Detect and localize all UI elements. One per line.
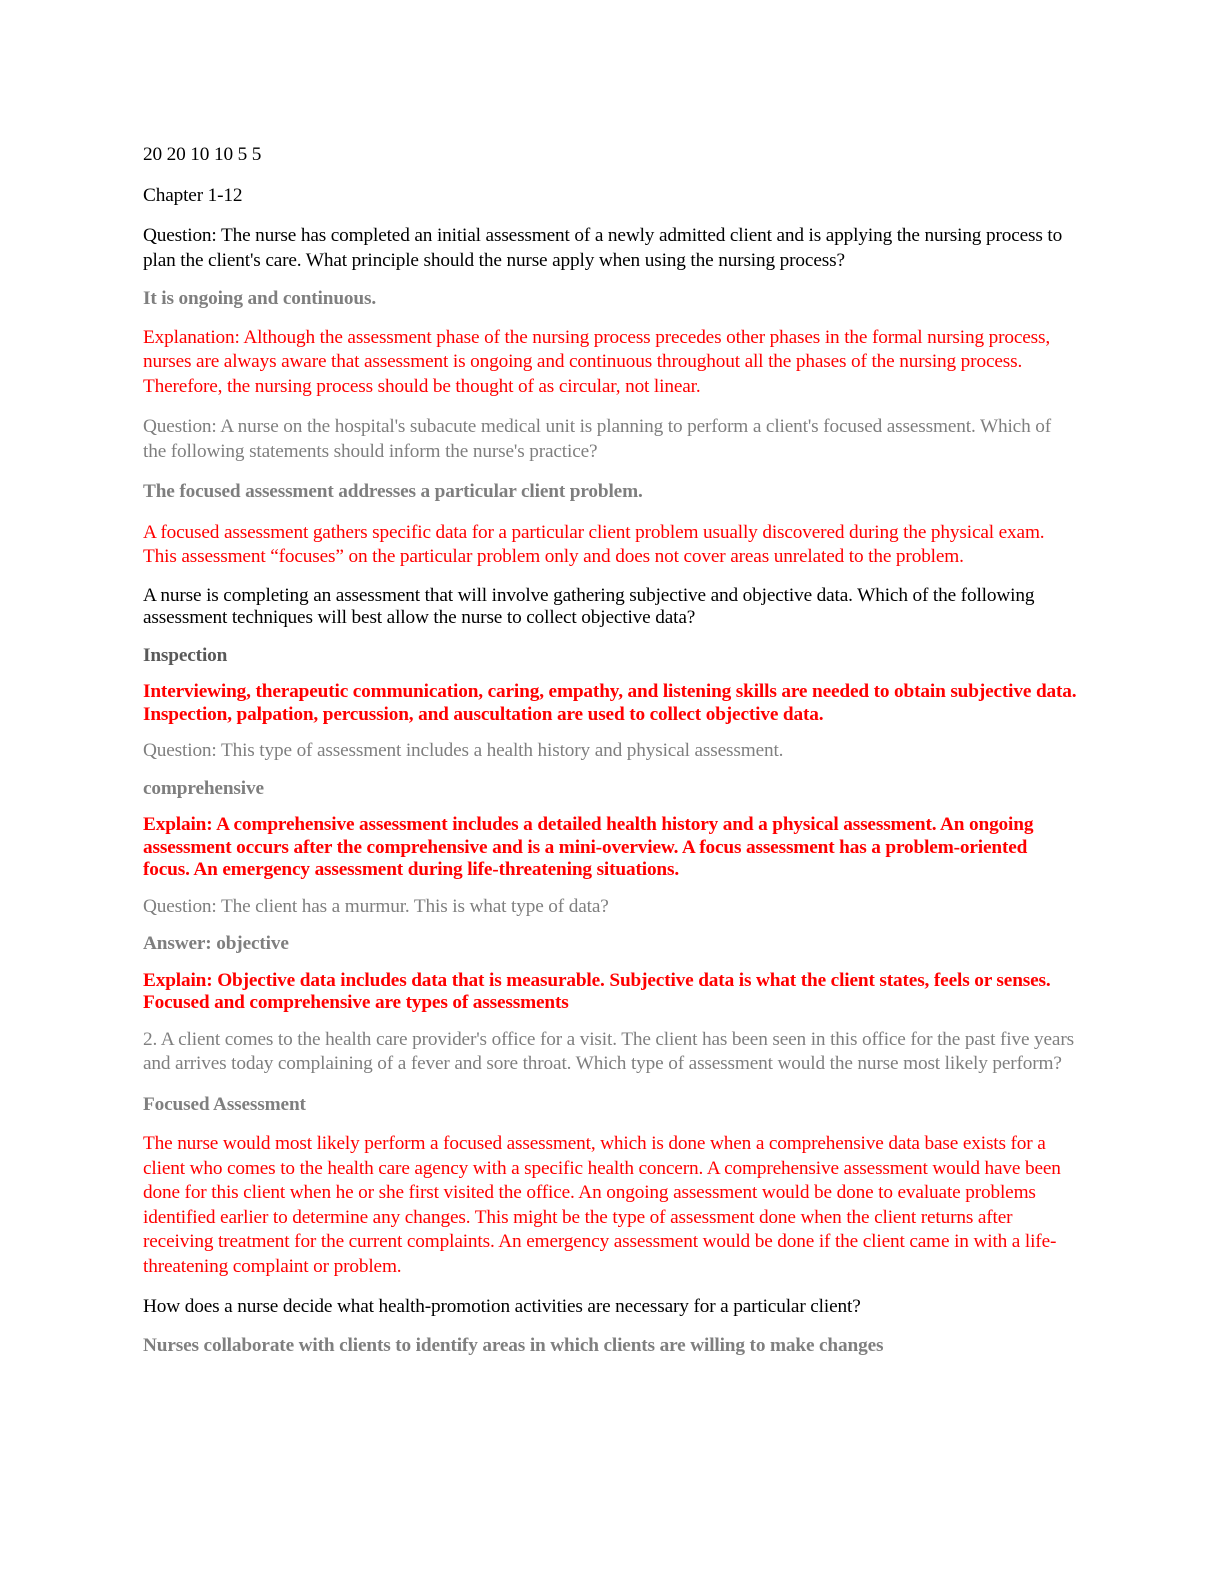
question-4: Question: This type of assessment includes a health history and physical assessment. <box>143 740 784 761</box>
answer-3: Inspection <box>143 644 228 666</box>
answer-2: The focused assessment addresses a particular client problem. <box>143 481 643 502</box>
question-5: Question: The client has a murmur. This is what type of data? <box>143 895 609 917</box>
question-3: A nurse is completing an assessment that will involve gathering subjective and objective data. Which of the following assessment techniques will best allow the nurse to collect objective data? <box>143 584 1035 628</box>
chapter-title: Chapter 1-12 <box>143 184 243 206</box>
explanation-1: Explanation: Although the assessment phase of the nursing process precedes other phases in the formal nursing process, nurses are always aware that assessment is ongoing and continuous throughout all the phases of the nursing process. Therefore, the nursing process should be thought of as circular, not linear. <box>143 326 1051 397</box>
answer-5: Answer: objective <box>143 933 289 954</box>
explanation-2: A focused assessment gathers specific data for a particular client problem usually discovered during the physical exam. This assessment “focuses” on the particular problem only and does not cover areas unrelated to the problem. <box>143 521 1045 567</box>
explanation-3: Interviewing, therapeutic communication, caring, empathy, and listening skills are needed to obtain subjective data. Inspection, palpation, percussion, and auscultation are used to collect objective data. <box>143 681 1077 725</box>
answer-1: It is ongoing and continuous. <box>143 288 377 309</box>
question-6: 2. A client comes to the health care provider's office for a visit. The client has been seen in this office for the past five years and arrives today complaining of a fever and sore throat. Which type of assessment would the nurse most likely perform? <box>143 1028 1074 1074</box>
question-2: Question: A nurse on the hospital's subacute medical unit is planning to perform a client's focused assessment. Which of the following statements should inform the nurse's practice? <box>143 416 1052 462</box>
document-page <box>143 143 1078 1358</box>
question-7: How does a nurse decide what health-promotion activities are necessary for a particular client? <box>143 1296 861 1317</box>
answer-6: Focused Assessment <box>143 1093 306 1115</box>
answer-4: comprehensive <box>143 777 264 799</box>
explanation-4: Explain: A comprehensive assessment includes a detailed health history and a physical assessment. An ongoing assessment occurs after the comprehensive and is a mini-overview. A focus assessment has a problem-oriented focus. An emergency assessment during life-threatening situations. <box>143 814 1034 880</box>
question-1: Question: The nurse has completed an initial assessment of a newly admitted client and is applying the nursing process to plan the client's care. What principle should the nurse apply when using the nursing process? <box>143 225 1063 271</box>
explanation-6: The nurse would most likely perform a focused assessment, which is done when a comprehensive data base exists for a client who comes to the health care agency with a specific health concern. A comprehensive assessment would have been done for this client when he or she first visited the office. An ongoing assessment would be done to evaluate problems identified earlier to determine any changes. This might be the type of assessment done when the client returns after receiving treatment for the current complaints. An emergency assessment would be done if the client came in with a life-threatening complaint or problem. <box>143 1133 1061 1277</box>
explanation-5: Explain: Objective data includes data that is measurable. Subjective data is what the client states, feels or senses. Focused and comprehensive are types of assessments <box>143 969 1051 1013</box>
answer-7: Nurses collaborate with clients to identify areas in which clients are willing to make changes <box>143 1334 884 1356</box>
header-numbers: 20 20 10 10 5 5 <box>143 144 262 165</box>
